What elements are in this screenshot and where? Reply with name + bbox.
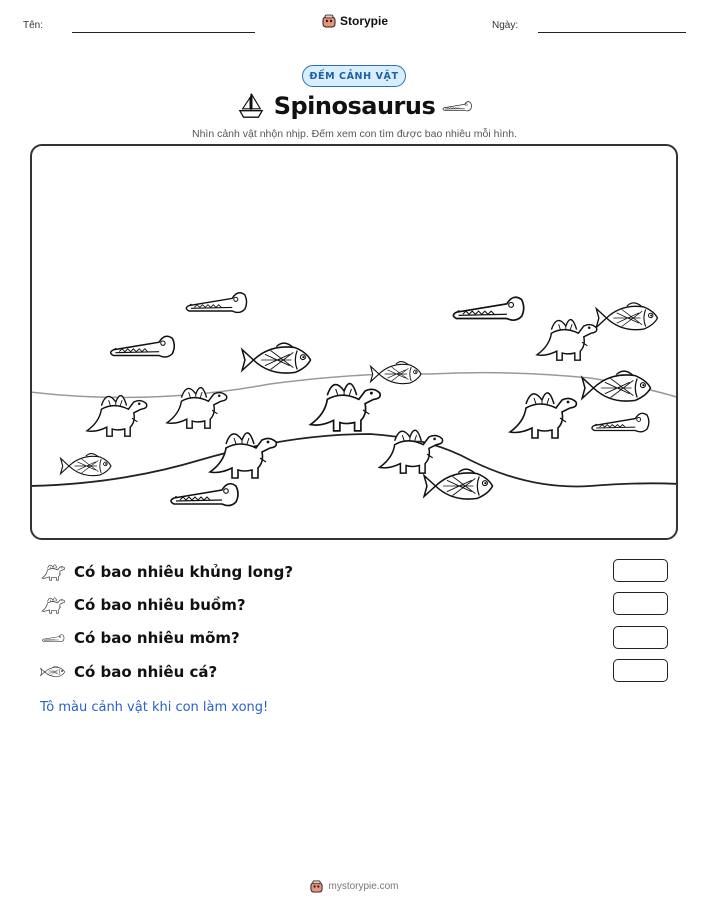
answer-box-dinosaurs[interactable]: [613, 559, 668, 582]
brand-name: Storypie: [340, 14, 389, 28]
counting-scene: [30, 144, 678, 540]
dinosaur-icon: [40, 561, 66, 583]
spinosaurus: [311, 384, 381, 431]
coloring-note: Tô màu cảnh vật khi con làm xong!: [40, 700, 269, 715]
fish-icon: [40, 663, 66, 681]
storypie-logo-icon: [322, 14, 336, 28]
fish: [61, 454, 111, 476]
brand-logo: [322, 14, 388, 28]
crocodile-snout: [186, 293, 246, 313]
fish: [582, 371, 650, 401]
snout-icon: [40, 629, 66, 647]
page-title: Spinosaurus: [273, 92, 436, 120]
crocodile-snout: [592, 413, 649, 432]
instructions: Nhìn cảnh vật nhộn nhịp. Đếm xem con tìm được bao nhiêu mỗi hình.: [191, 128, 517, 140]
answer-box-sails[interactable]: [613, 592, 668, 615]
name-label: Tên:: [23, 20, 44, 31]
crocodile-snout: [111, 336, 175, 357]
fish: [371, 362, 421, 384]
question-text: Có bao nhiêu mõm?: [74, 629, 240, 647]
answer-box-snouts[interactable]: [613, 626, 668, 649]
footer: [0, 880, 709, 893]
sail-dinosaur-icon: [40, 594, 66, 616]
question-row: [40, 592, 246, 618]
answer-box-fish[interactable]: [613, 659, 668, 682]
fish: [424, 469, 492, 499]
crocodile-snout: [171, 484, 238, 506]
storypie-logo-icon: [310, 880, 323, 893]
spinosaurus: [167, 388, 227, 429]
question-text: Có bao nhiêu khủng long?: [74, 563, 294, 581]
spinosaurus: [510, 393, 576, 438]
spinosaurus: [87, 396, 147, 437]
date-line[interactable]: [538, 32, 686, 33]
question-row: [40, 559, 293, 585]
spinosaurus: [537, 320, 597, 361]
question-text: Có bao nhiêu cá?: [74, 663, 218, 681]
fish: [242, 343, 310, 373]
crocodile-snout-icon: [440, 96, 474, 116]
question-row: [40, 659, 217, 685]
question-row: [40, 625, 240, 651]
footer-url[interactable]: mystorypie.com: [328, 881, 399, 892]
crocodile-snout: [453, 297, 523, 320]
name-line[interactable]: [72, 32, 255, 33]
scene-drawing: [30, 144, 678, 540]
date-label: Ngày:: [492, 20, 519, 31]
category-badge: ĐẾM CẢNH VẬT: [302, 65, 406, 87]
fish: [596, 303, 657, 330]
question-text: Có bao nhiêu buồm?: [74, 596, 246, 614]
